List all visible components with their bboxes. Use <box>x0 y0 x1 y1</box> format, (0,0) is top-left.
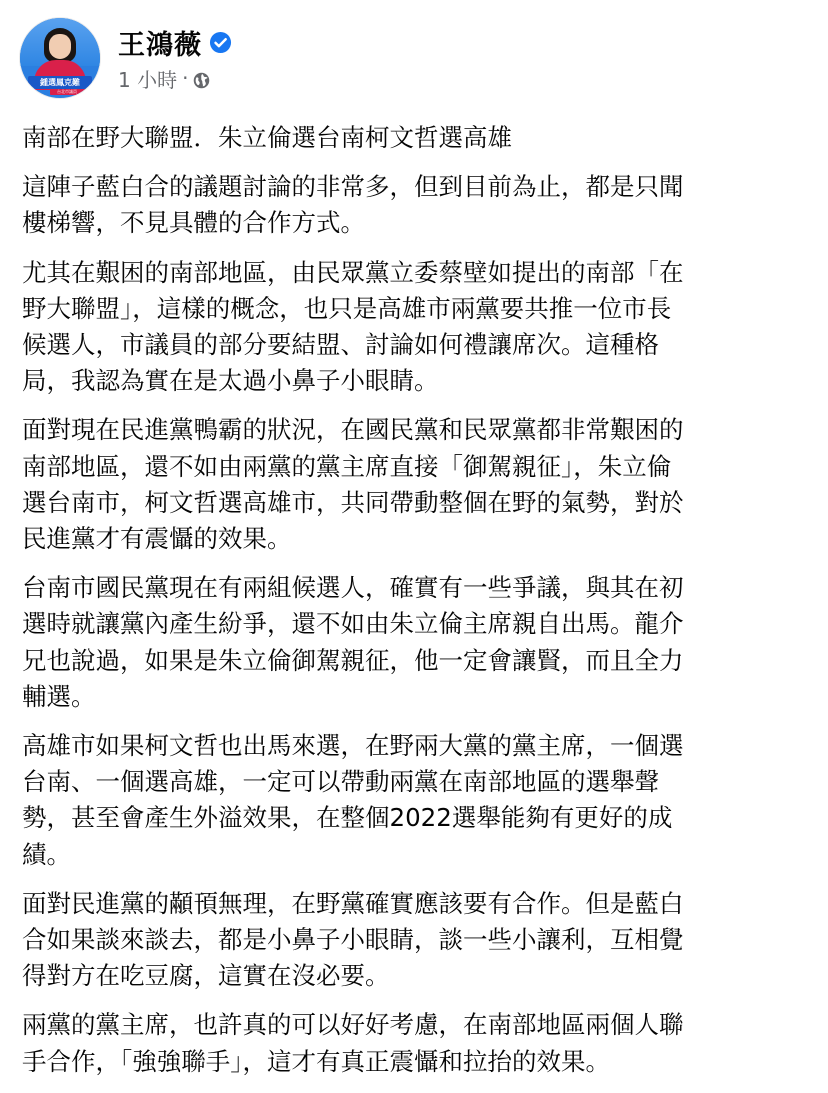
avatar-banner-text: 鍾選鳳克難 <box>28 76 92 89</box>
author-name[interactable]: 王鴻薇 <box>118 29 202 61</box>
post-paragraph: 尤其在艱困的南部地區，由民眾黨立委蔡壁如提出的南部「在 野大聯盟」，這樣的概念，也只是高雄市兩黨要共推一位市長 候選人，市議員的部分要結盟、討論如何禮讓席次。這種格 局，我認為實在是太過小鼻子小眼睛。 <box>22 257 684 396</box>
post-paragraph: 兩黨的黨主席，也許真的可以好好考慮，在南部地區兩個人聯 手合作，「強強聯手」，這才有真正震懾和拉抬的效果。 <box>22 1010 684 1076</box>
post-meta <box>118 23 232 93</box>
timestamp-row <box>118 63 232 93</box>
verified-badge-icon <box>209 31 232 54</box>
post-paragraph: 這陣子藍白合的議題討論的非常多，但到目前為止，都是只聞 樓梯響，不見具體的合作方式。 <box>22 172 684 238</box>
post-paragraph: 面對現在民進黨鴨霸的狀況，在國民黨和民眾黨都非常艱困的 南部地區，還不如由兩黨的黨主席直接「御駕親征」，朱立倫 選台南市，柯文哲選高雄市，共同帶動整個在野的氣勢，對於 民進黨才有震懾的效果。 <box>22 415 684 554</box>
meta-separator: · <box>182 66 189 90</box>
post-paragraph: 面對民進黨的顢頇無理，在野黨確實應該要有合作。但是藍白 合如果談來談去，都是小鼻子小眼睛，談一些小讓利，互相覺 得對方在吃豆腐，這實在沒必要。 <box>22 888 684 991</box>
globe-icon[interactable] <box>193 70 210 87</box>
avatar-banner-subtext: 台北市議員 <box>50 89 84 95</box>
post-paragraph: 台南市國民黨現在有兩組候選人，確實有一些爭議，與其在初 選時就讓黨內產生紛爭，還不如由朱立倫主席親自出馬。龍介 兄也說過，如果是朱立倫御駕親征，他一定會讓賢，而且全力 輔選。 <box>22 573 684 711</box>
post-timestamp[interactable]: 1 小時 <box>118 67 178 92</box>
post-paragraph: 高雄市如果柯文哲也出馬來選，在野兩大黨的黨主席，一個選 台南、一個選高雄，一定可以帶動兩黨在南部地區的選舉聲 勢，甚至會產生外溢效果，在整個2022選舉能夠有更好的成 績。 <box>22 731 684 869</box>
author-row <box>118 23 232 61</box>
post-body <box>22 120 808 1093</box>
post-headline: 南部在野大聯盟．朱立倫選台南柯文哲選高雄 <box>22 123 512 152</box>
avatar-face <box>49 34 71 59</box>
post-header <box>20 16 232 100</box>
avatar[interactable] <box>20 18 100 98</box>
